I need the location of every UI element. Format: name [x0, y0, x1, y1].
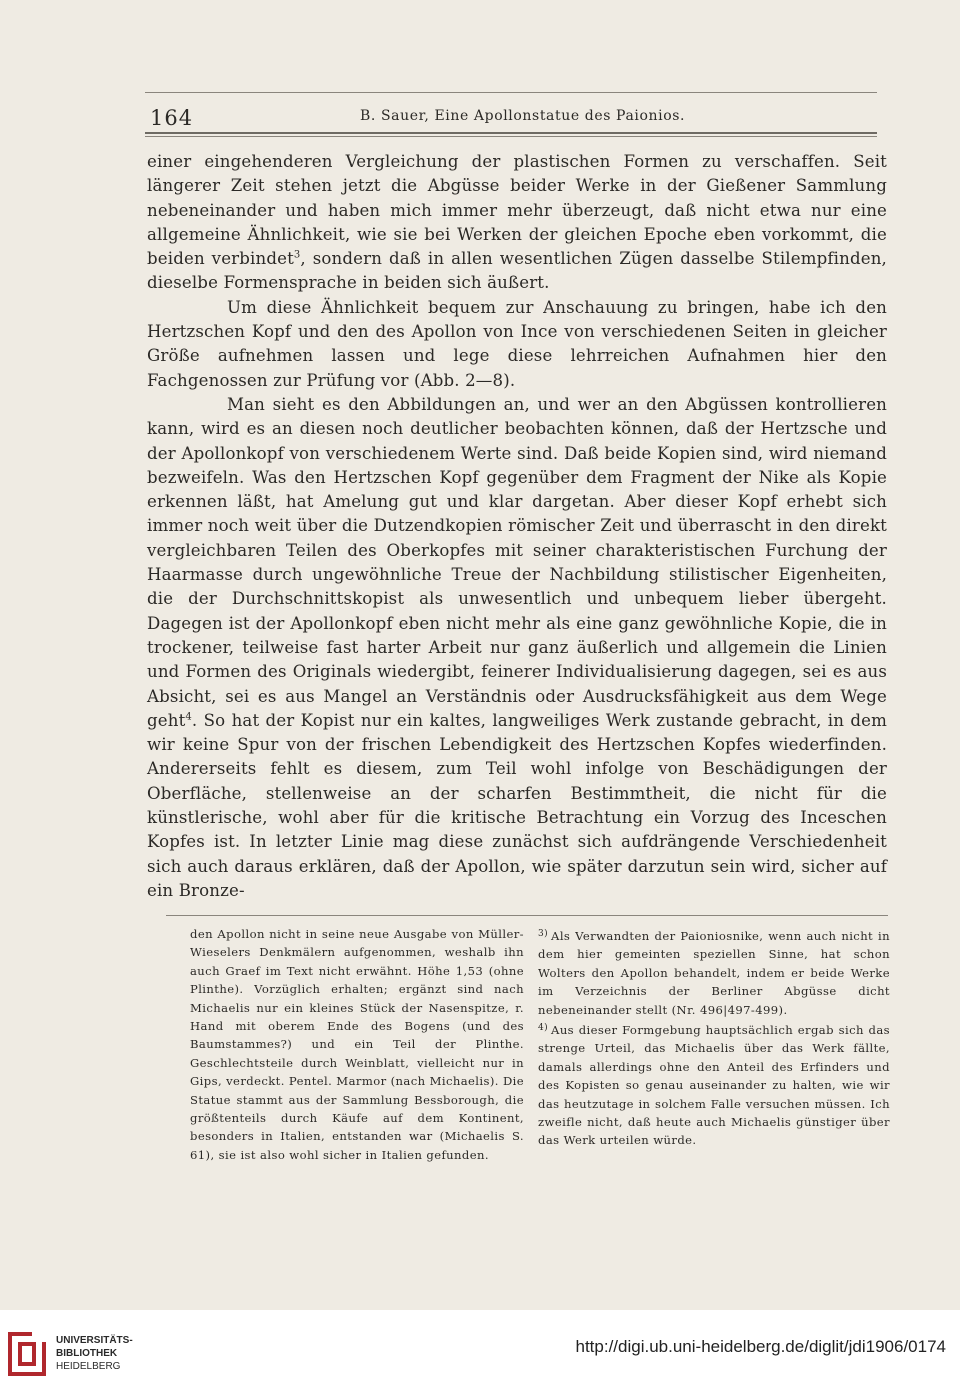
footnote-rule	[166, 915, 888, 916]
university-library-logo-icon	[8, 1332, 48, 1376]
header-bottom-rule-thin	[145, 136, 877, 137]
header-bottom-rule	[145, 132, 877, 134]
footnote-ref-4[interactable]: 4	[185, 711, 192, 723]
footnote-3: $^{3)}$ Als Verwandten der Paioniosnike, wenn auch nicht in dem hier gemeinten speziellen Sinne, hat schon Wolters den Apollon behandelt, indem er beide Werke im Verzeichnis der Berliner Abgüsse dicht nebeneinander stellt (Nr. 496|497-499).	[538, 929, 890, 1017]
library-name: UNIVERSITÄTS- BIBLIOTHEK HEIDELBERG	[56, 1335, 133, 1372]
running-head: B. Sauer, Eine Apollonstatue des Paionios.	[360, 108, 686, 124]
main-text	[147, 150, 887, 903]
paragraph-2: Um diese Ähnlichkeit bequem zur Anschauung zu bringen, habe ich den Hertzschen Kopf und den des Apollon von Ince von verschiedenen Seiten in gleicher Größe aufnehmen lassen und lege diese lehrreichen Aufnahmen hier den Fachgenossen zur Prüfung vor (Abb. 2—8).	[147, 297, 887, 390]
paragraph-3: Man sieht es den Abbildungen an, und wer an den Abgüssen kontrollieren kann, wird es an diesen noch deutlicher beobachten können, daß der Hertzsche und der Apollonkopf von verschiedenem Werte sind. Daß beide Kopien sind, wird niemand bezweifeln. Was den Hertzschen Kopf gegenüber dem Fragment der Nike als Kopie erkennen läßt, hat Amelung gut und klar dargetan. Aber dieser Kopf erhebt sich immer noch weit über die Dutzendkopien römischer Zeit und überrascht in den direkt vergleichbaren Teilen des Oberkopfes mit seiner charakteristischen Furchung der Haarmasse durch ungewöhnliche Treue der Nachbildung stilistischer Eigenheiten, die der Durchschnittskopist als unwesentlich und unbequem lieber übergeht. Dagegen ist der Apollonkopf eben nicht mehr als eine ganz gewöhnliche Kopie, die in trockener, teilweise fast harter Arbeit nur ganz äußerlich und allgemein die Linien und Formen des Originals wiedergibt, feinerer Individualisierung dagegen, sei es aus Absicht, sei es aus Mangel an Verständnis oder Ausdrucksfähigkeit aus dem Wege geht$^4$. So hat der Kopist nur ein kaltes, langweiliges Werk zustande gebracht, in dem wir keine Spur von der frischen Lebendigkeit des Hertzschen Kopfes wiederfinden. Andererseits fehlt es diesem, zum Teil wohl infolge von Beschädigungen der Oberfläche, stellenweise an der scharfen Bestimmtheit, die nicht für die künstlerische, wohl aber für die kritische Betrachtung ein Vorzug des Inceschen Kopfes ist. In letzter Linie mag diese zunächst sich aufdrängende Verschiedenheit sich auch daraus erklären, daß der Apollon, wie später darzutun sein wird, sicher auf ein Bronze-	[147, 394, 887, 900]
footnotes-right-column	[538, 925, 890, 1150]
page-number: 164	[150, 106, 194, 130]
footnote-ref-3[interactable]: 3	[293, 249, 301, 261]
library-footer	[0, 1310, 960, 1391]
header-top-rule	[145, 92, 877, 93]
paragraph-1: einer eingehenderen Vergleichung der plastischen Formen zu verschaffen. Seit längerer Zeit stehen jetzt die Abgüsse beider Werke in der Gießener Sammlung nebeneinander und haben mich immer mehr überzeugt, daß nicht etwa nur eine allgemeine Ähnlichkeit, wie sie bei Werken der gleichen Epoche eben vorkommt, die beiden verbindet$^3$, sondern daß in allen wesentlichen Zügen dasselbe Stilempfinden, dieselbe Formensprache in beiden sich äußert.	[147, 152, 887, 293]
permalink-url[interactable]: http://digi.ub.uni-heidelberg.de/diglit/jdi1906/0174	[575, 1337, 946, 1356]
footnote-4: $^{4)}$ Aus dieser Formgebung hauptsächlich ergab sich das strenge Urteil, das Michaelis über das Werk fällte, damals allerdings ohne den Anteil des Erfinders und des Kopisten so genau auseinander zu halten, wie wir das heutzutage in solchem Falle versuchen müssen. Ich zweifle nicht, daß heute auch Michaelis günstiger über das Werk urteilen würde.	[538, 1023, 890, 1148]
footnote-continuation: den Apollon nicht in seine neue Ausgabe von Müller-Wieselers Denkmälern aufgenommen, weshalb ihn auch Graef im Text nicht erwähnt. Höhe 1,53 (ohne Plinthe). Vorzüglich erhalten; ergänzt sind nach Michaelis nur ein kleines Stück der Nasenspitze, r. Hand mit oberem Ende des Bogens (und des Baumstammes?) und ein Teil der Plinthe. Geschlechtsteile durch Weinblatt, vielleicht nur in Gips, verdeckt. Pentel. Marmor (nach Michaelis). Die Statue stammt aus der Sammlung Bessborough, die größtenteils durch Käufe auf dem Kontinent, besonders in Italien, entstanden war (Michaelis S. 61), sie ist also wohl sicher in Italien gefunden.	[190, 927, 525, 1162]
